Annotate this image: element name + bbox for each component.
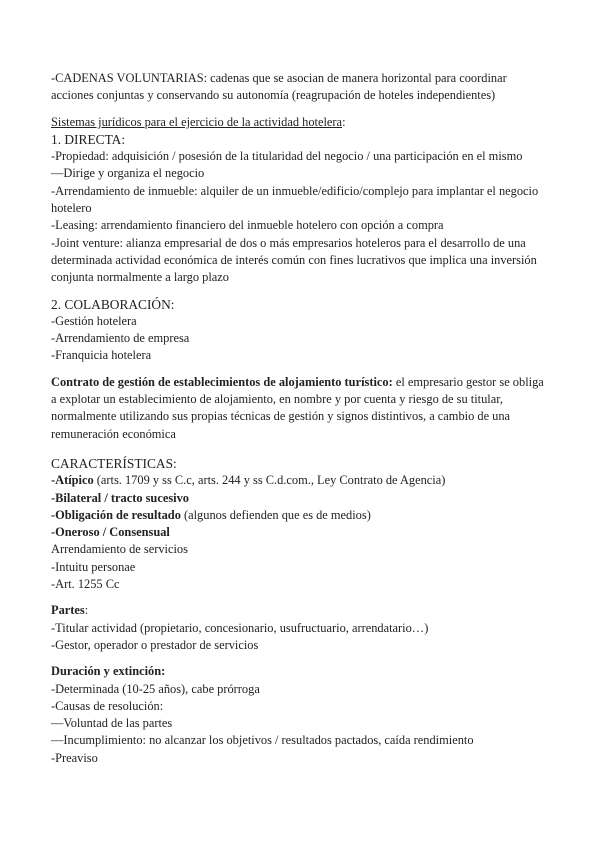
obligacion-detail: (algunos defienden que es de medios) — [180, 507, 371, 522]
caracteristica-art: -Art. 1255 Cc — [51, 577, 120, 592]
caracteristica-atipico — [51, 472, 551, 489]
sistemas-heading — [51, 114, 551, 131]
duracion-item: -Causas de resolución: — [51, 698, 164, 713]
caracteristica-oneroso: -Oneroso / Consensual — [51, 525, 170, 540]
duracion-item: -Determinada (10-25 años), cabe prórroga — [51, 681, 260, 696]
directa-item: —Dirige y organiza el negocio — [51, 166, 205, 181]
directa-item: -Leasing: arrendamiento financiero del inmueble hotelero con opción a compra — [51, 218, 444, 233]
colaboracion-title: 2. COLABORACIÓN: — [51, 296, 175, 312]
directa-title: 1. DIRECTA: — [51, 131, 126, 147]
caracteristicas-section — [51, 455, 551, 593]
duracion-item: —Voluntad de las partes — [51, 716, 173, 731]
colaboracion-item: -Gestión hotelera — [51, 313, 137, 328]
contrato-term: Contrato de gestión de establecimientos de alojamiento turístico: — [51, 374, 393, 389]
partes-title-colon: : — [84, 603, 89, 618]
sistemas-heading-colon: : — [342, 114, 346, 129]
partes-item: -Gestor, operador o prestador de servicios — [51, 637, 259, 652]
colaboracion-item: -Arrendamiento de empresa — [51, 331, 190, 346]
directa-item: -Arrendamiento de inmueble: alquiler de un inmueble/edificio/complejo para implantar el negocio hotelero — [51, 183, 539, 216]
partes-item: -Titular actividad (propietario, concesionario, usufructuario, arrendatario…) — [51, 620, 429, 635]
duracion-item: —Incumplimiento: no alcanzar los objetivos / resultados pactados, caída rendimiento — [51, 733, 474, 748]
caracteristica-arrendamiento: Arrendamiento de servicios — [51, 542, 188, 557]
caracteristica-bilateral: -Bilateral / tracto sucesivo — [51, 490, 189, 505]
contrato-definition: el empresario gestor se obliga a explotar un establecimiento de alojamiento, en nombre y por cuenta y riesgo de su titular, normalmente utilizando sus propias técnicas de gestión y signos distintivos, a cambio de una remuneración económica — [51, 374, 544, 441]
directa-item: -Joint venture: alianza empresarial de dos o más empresarios hoteleros para el desarrollo de una determinada actividad económica de interés común con fines lucrativos que implica una inversión conjunta normalmente a largo plazo — [51, 235, 537, 285]
contrato-definition-paragraph — [51, 374, 551, 443]
document-body — [51, 70, 551, 776]
sistemas-heading-text: Sistemas jurídicos para el ejercicio de la actividad hotelera — [51, 114, 343, 129]
atipico-term: -Atípico — [51, 473, 94, 488]
caracteristica-intuitu: -Intuitu personae — [51, 559, 136, 574]
caracteristica-obligacion — [51, 507, 551, 524]
duracion-item: -Preaviso — [51, 750, 98, 765]
cadenas-voluntarias-paragraph: -CADENAS VOLUNTARIAS: cadenas que se asocian de manera horizontal para coordinar acciones conjuntas y conservando su autonomía (reagrupación de hoteles independientes) — [51, 71, 507, 103]
partes-section — [51, 602, 551, 654]
atipico-detail: (arts. 1709 y ss C.c, arts. 244 y ss C.d.com., Ley Contrato de Agencia) — [93, 473, 446, 488]
partes-title-text: Partes — [51, 603, 85, 618]
colaboracion-section — [51, 296, 551, 365]
partes-title — [51, 602, 551, 619]
duracion-title: Duración y extinción: — [51, 664, 166, 679]
colaboracion-item: -Franquicia hotelera — [51, 348, 152, 363]
sistemas-juridicos-section — [51, 114, 551, 287]
obligacion-term: -Obligación de resultado — [51, 507, 181, 522]
caracteristicas-title: CARACTERÍSTICAS: — [51, 455, 177, 471]
duracion-section — [51, 663, 551, 767]
directa-item: -Propiedad: adquisición / posesión de la titularidad del negocio / una participación en el mismo — [51, 149, 523, 164]
